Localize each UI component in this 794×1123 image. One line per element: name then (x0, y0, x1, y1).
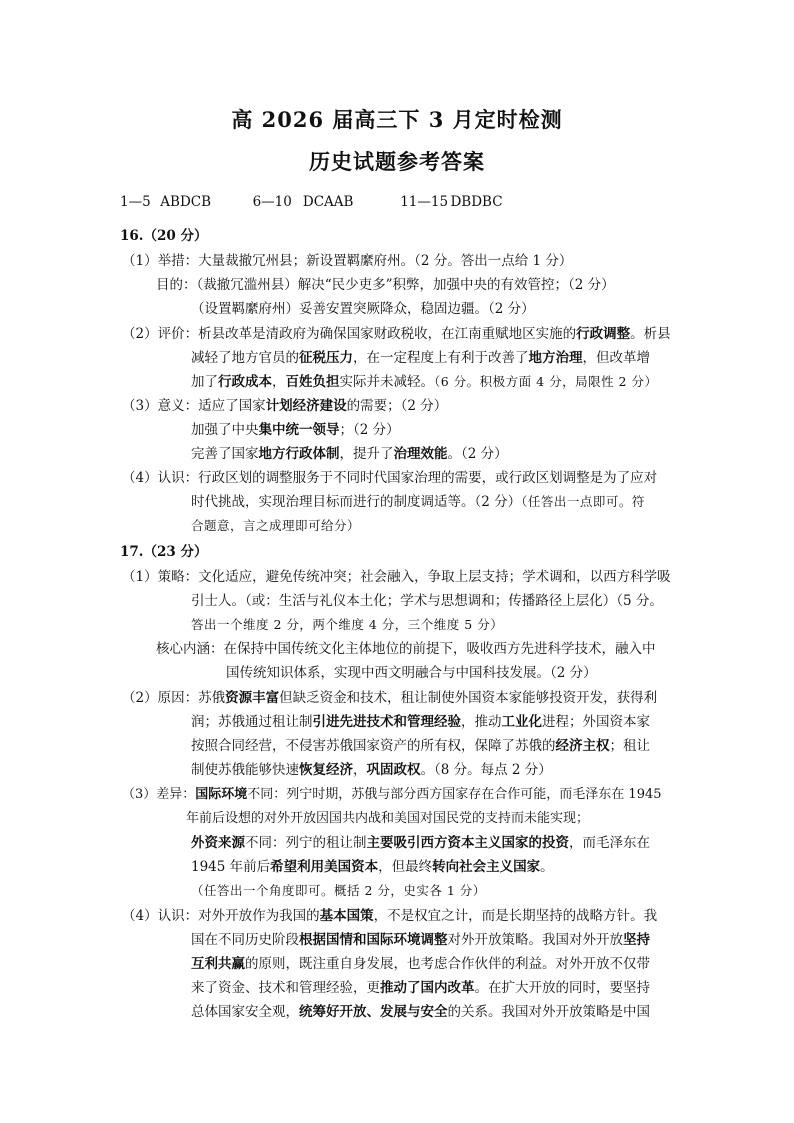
text: 减轻了地方官员的 (191, 350, 299, 366)
q17-part1-core-line1: 核心内涵：在保持中国传统文化主体地位的前提下，吸收西方先进科学技术，融入中 (156, 641, 656, 657)
keyword: 资源丰富 (225, 690, 280, 706)
q17-part2-line3 (191, 737, 650, 755)
text: 不同：列宁的租让制 (245, 835, 367, 851)
text: 的关系。我国对外开放策略是中国 (447, 1004, 650, 1020)
keyword: 行政调整 (576, 326, 631, 342)
scoring-note: （任答出一点即可。符 (521, 494, 645, 509)
text: 国在不同历史阶段 (191, 932, 299, 948)
q17-part2-line2 (191, 713, 650, 731)
q16-header: 16.（20 分） (120, 228, 208, 244)
q16-part2-line2 (191, 349, 650, 367)
q16-part1: （1）举措：大量裁撤冗州县；新设置羁縻府州。（2 分。答出一点给 1 分） (122, 253, 573, 269)
keyword: 推动了国内改革 (380, 980, 475, 996)
text: ，但改革增 (582, 350, 650, 366)
mc-range-1: 1—5 (120, 194, 151, 210)
text: 制使苏俄能够快速 (191, 762, 299, 778)
keyword: 恢复经济 (299, 762, 353, 778)
q17-header: 17.（23 分） (120, 544, 208, 560)
text: 。 (540, 859, 554, 875)
text: ，但最终 (378, 859, 433, 875)
keyword: 行政成本 (218, 374, 272, 390)
text: ， (353, 762, 367, 778)
text: 。在扩大开放的同时，要坚持 (474, 980, 650, 996)
text: （3）差异： (122, 787, 196, 802)
q16-part1-purpose: 目的：（裁撤冗滥州县）解决“民少吏多”积弊，加强中央的有效管控；（2 分） (156, 277, 615, 293)
text: ，推动 (461, 714, 502, 730)
text: 润；苏俄通过租让制 (191, 714, 313, 730)
q17-part4-line4 (191, 979, 650, 997)
mc-range-2: 6—10 (252, 194, 292, 210)
text: 时代挑战，实现治理目标而进行的制度调适等。（2 分） (191, 494, 522, 510)
keyword: 工业化 (501, 714, 542, 730)
text: （4）认识：对外开放作为我国的 (122, 908, 320, 924)
keyword: 巩固政权 (366, 762, 421, 778)
text: 但缺乏资金和技术，租让制使外国资本家能够投资开发，获得利 (279, 690, 658, 706)
q16-part4-line1: （4）认识：行政区划的调整服务于不同时代国家治理的需要，或行政区划调整是为了应对 (122, 470, 658, 486)
text: 实际并未减轻。 (339, 374, 434, 390)
text: 按照合同经营，不侵害苏俄国家资产的所有权，保障了苏俄的 (191, 738, 556, 754)
q17-part4-line2 (191, 931, 650, 949)
text: ，而毛泽东在 (569, 835, 650, 851)
text: 。（8 分。每点 2 分） (420, 762, 552, 778)
q16-part3-line3 (191, 445, 508, 463)
q17-part3-line1 (122, 786, 662, 804)
q16-part2-line1 (122, 325, 671, 343)
keyword: 百姓负担 (285, 374, 340, 390)
keyword: 征税压力 (299, 350, 353, 366)
keyword: 国际环境 (195, 787, 248, 802)
mc-answer-3: DBDBC (450, 194, 503, 210)
text: （3）意义：适应了国家 (122, 398, 266, 414)
q17-part3-line5: （任答出一个角度即可。概括 2 分，史实各 1 分） (191, 883, 486, 898)
text: 进程；外国资本家 (542, 714, 650, 730)
keyword: 基本国策 (319, 908, 374, 924)
text: 完善了国家 (191, 446, 259, 462)
q17-part4-line5 (191, 1003, 650, 1021)
text: ；租让 (609, 738, 650, 754)
q16-part1-purpose-2: （设置羁縻府州）妥善安置突厥降众，稳固边疆。（2 分） (191, 301, 535, 317)
text: 加了 (191, 374, 218, 390)
mc-range-3: 11—15 (400, 194, 449, 210)
page-subtitle: 历史试题参考答案 (309, 149, 485, 174)
keyword: 地方行政体制 (258, 446, 340, 462)
q17-part3-line4 (191, 858, 554, 876)
q17-part1-line1: （1）策略：文化适应，避免传统冲突；社会融入，争取上层支持；学术调和，以西方科学吸 (122, 569, 671, 585)
q16-part4-line2 (191, 493, 645, 511)
text: 。（2 分） (447, 446, 508, 462)
q17-part2-line4 (191, 761, 552, 779)
keyword: 转向社会主义国家 (432, 859, 541, 875)
mc-answer-1: ABDCB (160, 194, 212, 210)
text: ，不是权宜之计，而是长期坚持的战略方针。我 (373, 908, 658, 924)
q16-part3-line1 (122, 397, 447, 415)
text: 1945 年前后 (191, 859, 271, 875)
text: （2）评价：析县改革是清政府为确保国家财政税收，在江南重赋地区实施的 (122, 326, 577, 342)
q17-part4-line1 (122, 907, 657, 925)
text: 总体国家安全观， (191, 1004, 299, 1020)
text: 来了资金、技术和管理经验，更 (191, 980, 380, 996)
q17-part1-line2: 引士人。（或：生活与礼仪本土化；学术与思想调和；传播路径上层化）（5 分。 (191, 593, 663, 609)
q16-part2-line3 (191, 373, 657, 391)
q17-part4-line3 (191, 955, 650, 973)
text: ， (272, 374, 286, 390)
text: （2）原因：苏俄 (122, 690, 226, 706)
mc-answers (120, 193, 503, 211)
q17-part3-line2: 年前后设想的对外开放因国共内战和美国对国民党的支持而未能实现； (186, 811, 590, 826)
text: 不同：列宁时期，苏俄与部分西方国家存在合作可能，而毛泽东在 1945 (247, 787, 662, 802)
keyword: 根据国情和国际环境调整 (299, 932, 448, 948)
q17-part1-core-line2: 国传统知识体系，实现中西文明融合与中国科技发展。（2 分） (226, 665, 597, 681)
text: 加强了中央 (191, 422, 259, 438)
text: 。析县 (630, 326, 671, 342)
q17-part3-line3 (191, 834, 650, 852)
keyword: 集中统一领导 (258, 422, 340, 438)
page-title: 高 2026 届高三下 3 月定时检测 (231, 107, 563, 132)
keyword: 治理效能 (393, 446, 448, 462)
keyword: 计划经济建设 (265, 398, 347, 414)
keyword: 引进先进技术和管理经验 (312, 714, 461, 730)
keyword: 地方治理 (528, 350, 583, 366)
mc-answer-2: DCAAB (302, 194, 354, 210)
keyword: 统筹好开放、发展与安全 (299, 1004, 448, 1020)
q16-part4-line3: 合题意，言之成理即可给分） (191, 518, 361, 533)
text: ，提升了 (339, 446, 394, 462)
q17-part2-line1 (122, 689, 657, 707)
q17-part1-line3: 答出一个维度 2 分，两个维度 4 分，三个维度 5 分） (191, 617, 504, 632)
scoring-note: （6 分。积极方面 4 分，局限性 2 分） (434, 374, 658, 389)
keyword: 互利共赢 (191, 956, 245, 972)
q16-part3-line2 (191, 421, 400, 439)
keyword: 坚持 (623, 932, 650, 948)
keyword: 希望利用美国资本 (270, 859, 379, 875)
text: 的原则，既注重自身发展，也考虑合作伙伴的利益。对外开放不仅带 (245, 956, 650, 972)
text: 对外开放策略。我国对外开放 (447, 932, 623, 948)
keyword: 主要吸引西方资本主义国家的投资 (366, 835, 569, 851)
text: 的需要；（2 分） (346, 398, 448, 414)
text: ；（2 分） (339, 422, 400, 438)
text: ，在一定程度上有利于改善了 (353, 350, 529, 366)
keyword: 经济主权 (555, 738, 610, 754)
keyword: 外资来源 (191, 835, 245, 851)
